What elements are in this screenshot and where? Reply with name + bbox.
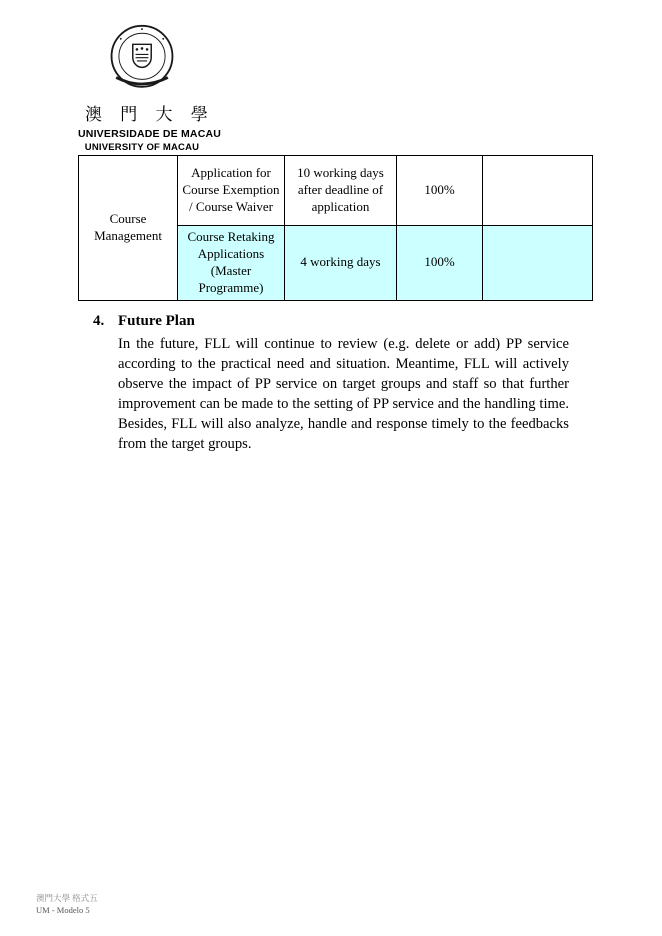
empty-cell: [483, 226, 593, 301]
handling-time-cell: 4 working days: [285, 226, 397, 301]
footer-line-chinese: 澳門大學 格式五: [36, 893, 98, 903]
page-footer: [36, 892, 98, 916]
university-seal-icon: [78, 24, 206, 96]
university-name-english: UNIVERSITY OF MACAU: [84, 142, 200, 153]
handling-time-cell: 10 working days after deadline of application: [285, 156, 397, 226]
section-title: Future Plan: [118, 313, 195, 329]
university-logo: [78, 24, 222, 153]
university-name-portuguese: UNIVERSIDADE DE MACAU: [78, 128, 222, 140]
future-plan-section: [93, 313, 571, 454]
footer-line-modelo: UM - Modelo 5: [36, 905, 90, 915]
university-name-chinese: 澳 門 大 學: [85, 105, 215, 124]
table-row: [79, 156, 593, 226]
rate-cell: 100%: [397, 226, 483, 301]
empty-cell: [483, 156, 593, 226]
category-cell: Course Management: [79, 156, 178, 301]
section-heading: [93, 313, 571, 330]
rate-cell: 100%: [397, 156, 483, 226]
section-body-text: In the future, FLL will continue to review (e.g. delete or add) PP service according to the practical need and situation. Meantime, FLL will actively observe the impact of PP service on target groups and staff so that further improvement can be made to the setting of PP service and the handling time. Besides, FLL will also analyze, handle and response timely to the feedbacks from the target groups.: [118, 336, 569, 452]
service-cell: Course Retaking Applications (Master Programme): [178, 226, 285, 301]
section-number: 4.: [93, 313, 105, 329]
service-cell: Application for Course Exemption / Course Waiver: [178, 156, 285, 226]
service-pledge-table: [78, 155, 593, 301]
